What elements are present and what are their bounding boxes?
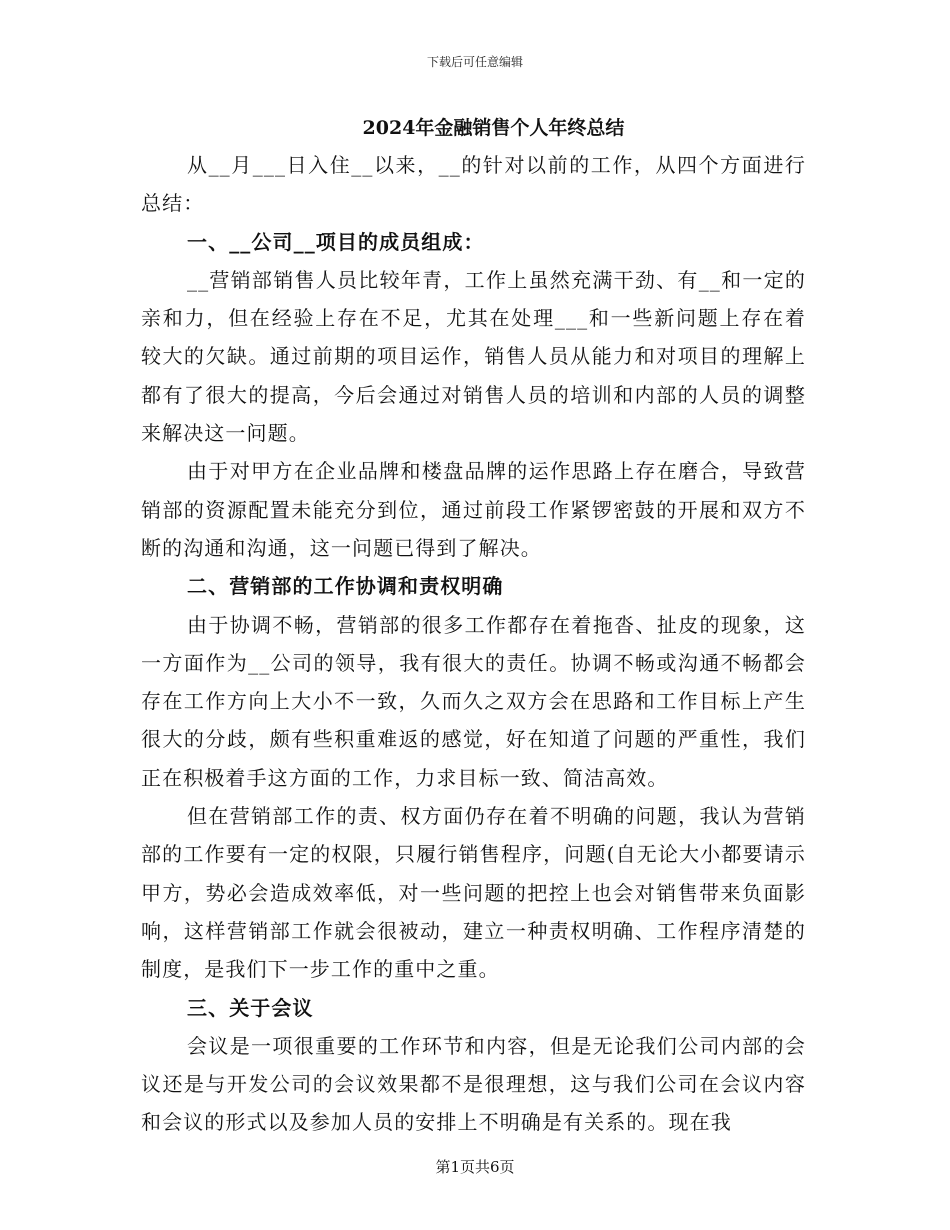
body-paragraph: __营销部销售人员比较年青，工作上虽然充满干劲、有__和一定的亲和力，但在经验上存在不足，尤其在处理___和一些新问题上存在着较大的欠缺。通过前期的项目运作，销售人员从能力和对项目的理解上都有了很大的提高，今后会通过对销售人员的培训和内部的人员的调整来解决这一问题。 bbox=[141, 267, 806, 446]
body-paragraph: 但在营销部工作的责、权方面仍存在着不明确的问题，我认为营销部的工作要有一定的权限，只履行销售程序，问题(自无论大小都要请示甲方，势必会造成效率低，对一些问题的把控上也会对销售带来负面影响，这样营销部工作就会很被动，建立一种责权明确、工作程序清楚的制度，是我们下一步工作的重中之重。 bbox=[141, 804, 806, 982]
section-heading-1: 一、__公司__项目的成员组成： bbox=[187, 229, 485, 254]
page-number-footer: 第1页共6页 bbox=[435, 1158, 515, 1176]
body-paragraph: 由于协调不畅，营销部的很多工作都存在着拖沓、扯皮的现象，这一方面作为__公司的领导，我有很大的责任。协调不畅或沟通不畅都会存在工作方向上大小不一致，久而久之双方会在思路和工作目标上产生很大的分歧，颇有些积重难返的感觉，好在知道了问题的严重性，我们正在积极着手这方面的工作，力求目标一致、简洁高效。 bbox=[141, 612, 806, 790]
header-note: 下载后可任意编辑 bbox=[426, 55, 523, 69]
body-paragraph: 会议是一项很重要的工作环节和内容，但是无论我们公司内部的会议还是与开发公司的会议效果都不是很理想，这与我们公司在会议内容和会议的形式以及参加人员的安排上不明确是有关系的。现在我 bbox=[141, 1033, 806, 1135]
document-body bbox=[141, 110, 806, 1142]
section-heading-3: 三、关于会议 bbox=[187, 995, 314, 1020]
document-title: 2024年金融销售个人年终总结 bbox=[362, 117, 625, 139]
intro-paragraph: 从__月___日入住__以来，__的针对以前的工作，从四个方面进行总结： bbox=[141, 153, 806, 216]
section-heading-2: 二、营销部的工作协调和责权明确 bbox=[187, 574, 504, 599]
body-paragraph: 由于对甲方在企业品牌和楼盘品牌的运作思路上存在磨合，导致营销部的资源配置未能充分到位，通过前段工作紧锣密鼓的开展和双方不断的沟通和沟通，这一问题已得到了解决。 bbox=[141, 459, 806, 560]
